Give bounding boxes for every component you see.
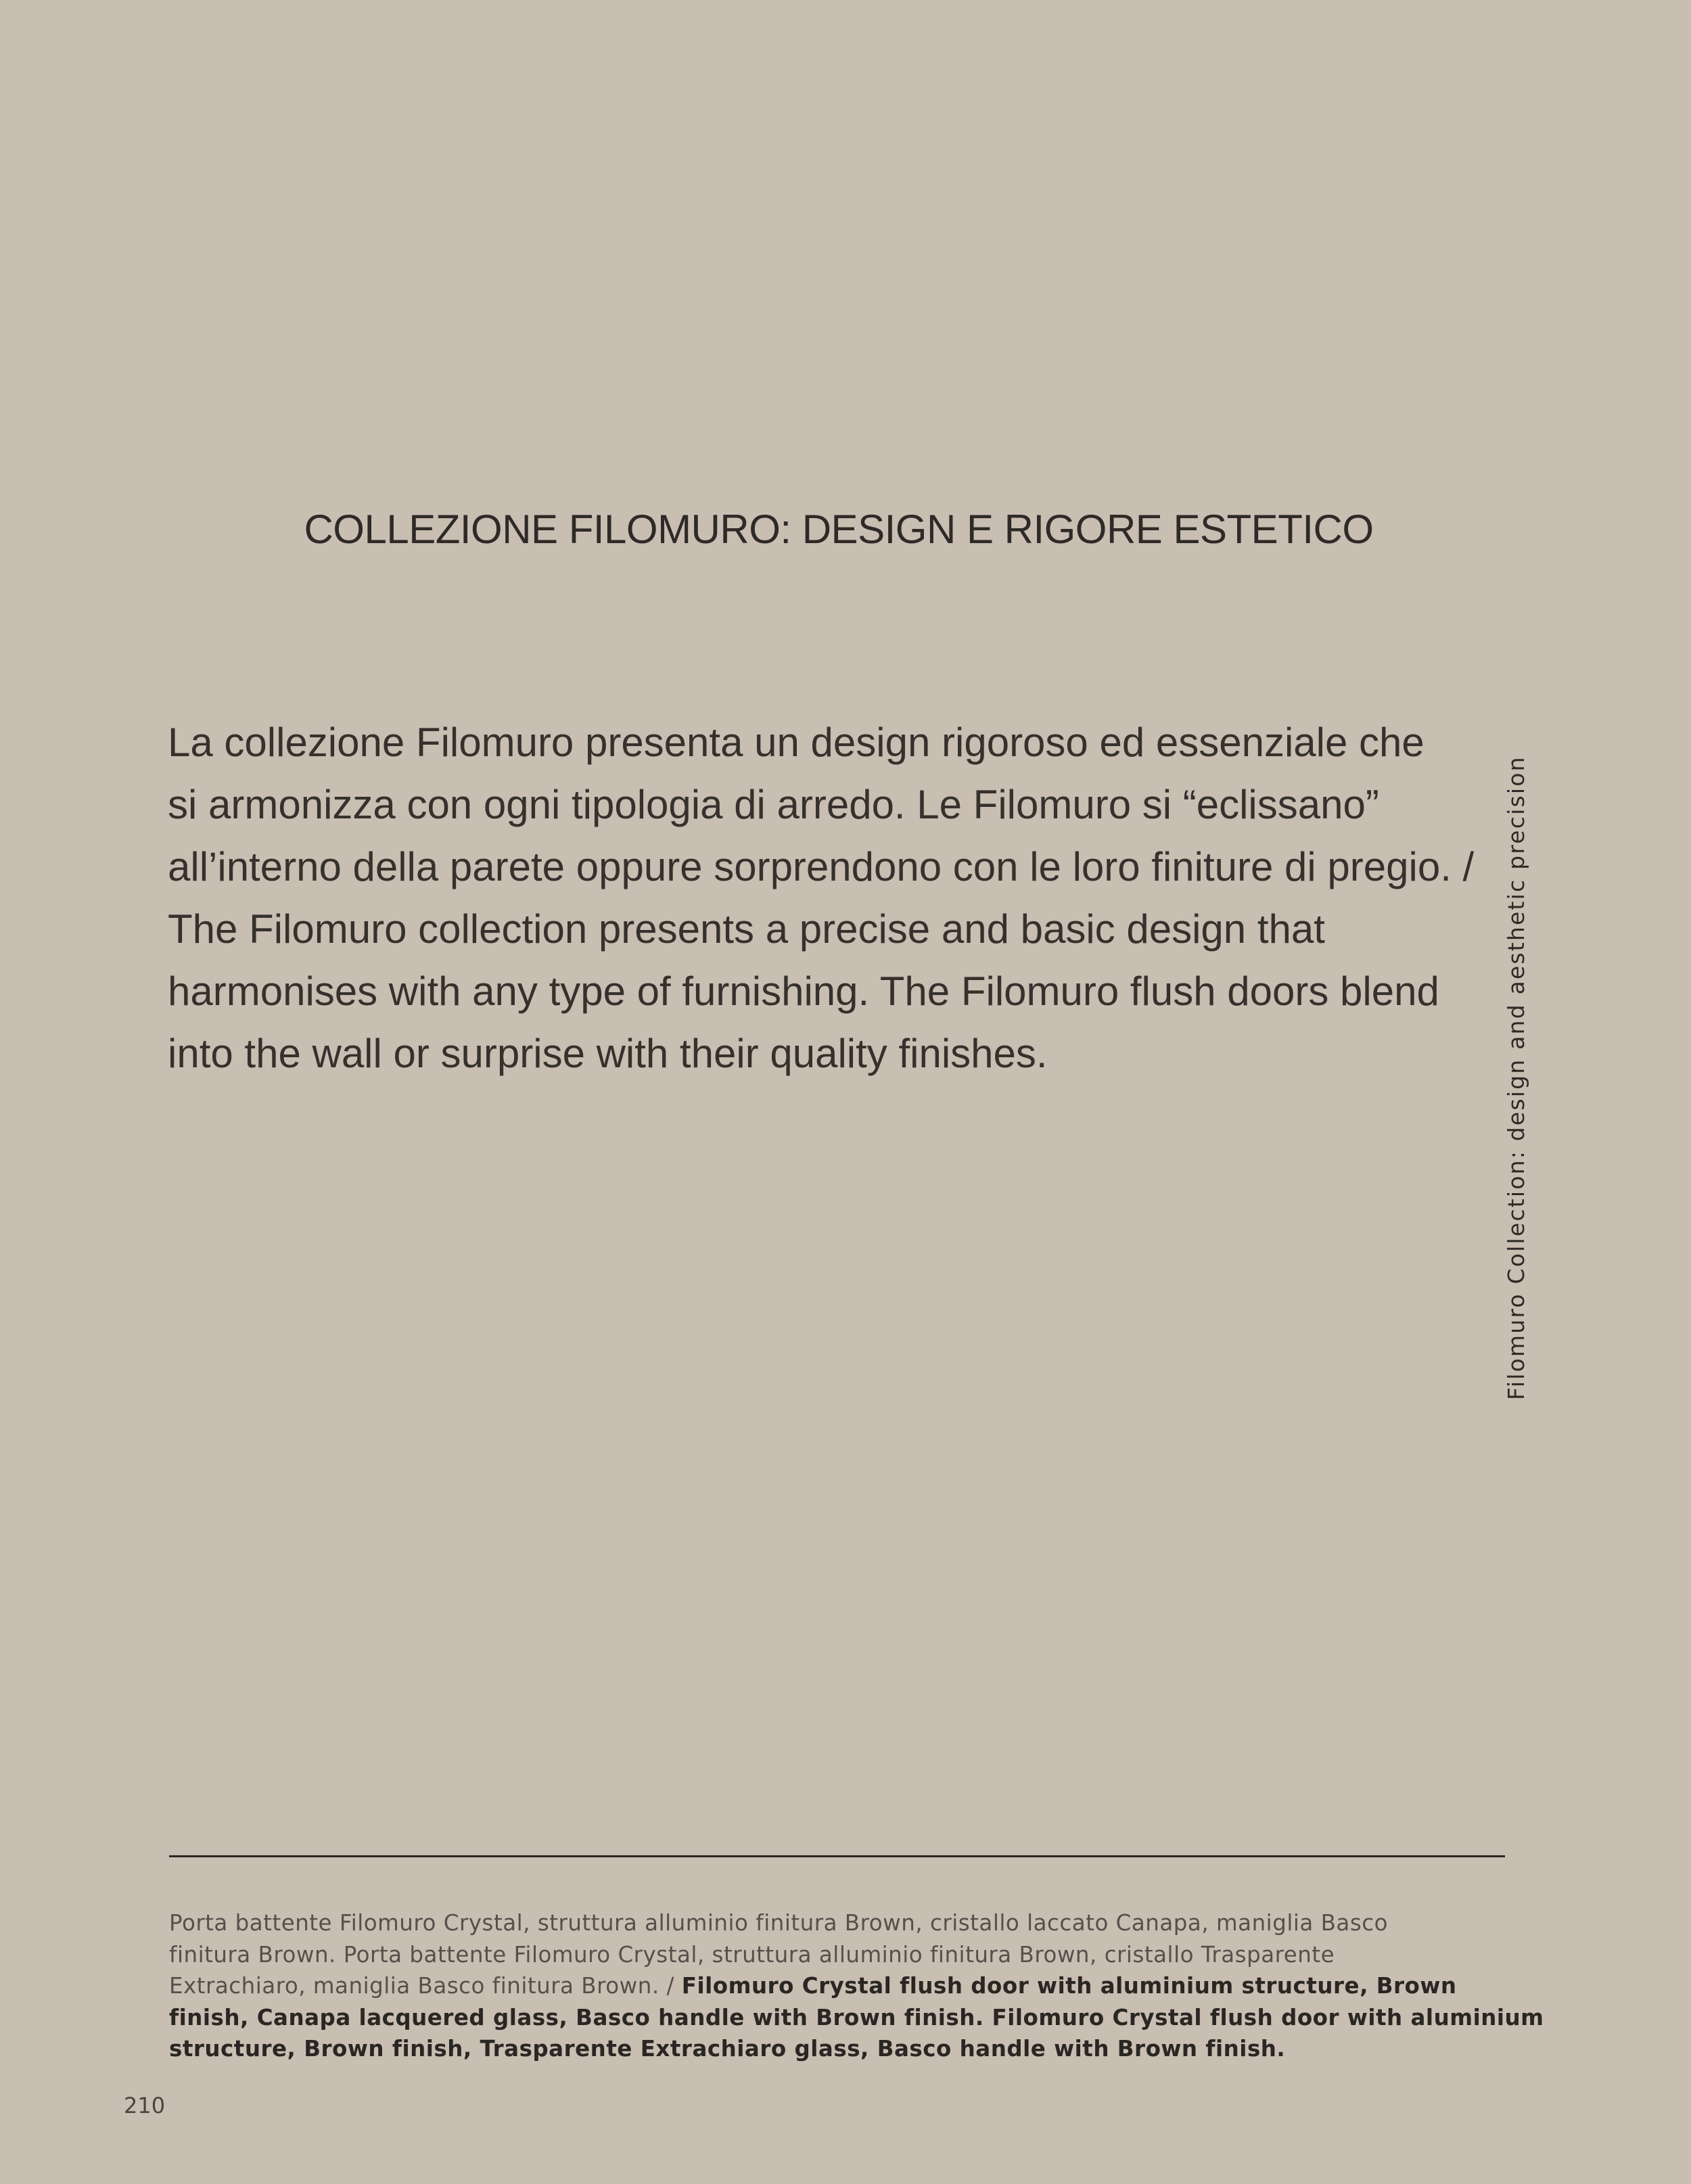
side-section-label: Filomuro Collection: design and aesthetic precision (1503, 756, 1529, 1400)
intro-line: into the wall or surprise with their quality finishes. (168, 1031, 1048, 1076)
intro-paragraph (168, 712, 1521, 1085)
caption-line: finish, Canapa lacquered glass, Basco handle with Brown finish. Filomuro Crystal flush door with aluminium (169, 2004, 1544, 2030)
page-number: 210 (124, 2093, 166, 2118)
divider (169, 1855, 1505, 1857)
intro-line: harmonises with any type of furnishing. The Filomuro flush doors blend (168, 969, 1439, 1014)
caption-line: finitura Brown. Porta battente Filomuro Crystal, struttura alluminio finitura Brown, cristallo Trasparente (169, 1941, 1335, 1968)
caption-english-text: Filomuro Crystal flush door with aluminium structure, Brown (681, 1973, 1457, 1999)
intro-line: all’interno della parete oppure sorprendono con le loro finiture di pregio. / (168, 844, 1475, 889)
caption-italian-text: Extrachiaro, maniglia Basco finitura Brown. / (169, 1973, 682, 1999)
intro-line: La collezione Filomuro presenta un design rigoroso ed essenziale che (168, 720, 1424, 765)
caption-line: structure, Brown finish, Trasparente Extrachiaro glass, Basco handle with Brown finish. (169, 2036, 1286, 2062)
page-title: COLLEZIONE FILOMURO: DESIGN E RIGORE ESTETICO (304, 507, 1374, 552)
intro-line: si armonizza con ogni tipologia di arredo. Le Filomuro si “eclissano” (168, 782, 1379, 827)
caption-line: Porta battente Filomuro Crystal, struttura alluminio finitura Brown, cristallo laccato Canapa, maniglia Basco (169, 1910, 1389, 1936)
image-caption (169, 1907, 1544, 2065)
caption-line (169, 1970, 1535, 2002)
intro-line: The Filomuro collection presents a precise and basic design that (168, 906, 1325, 952)
